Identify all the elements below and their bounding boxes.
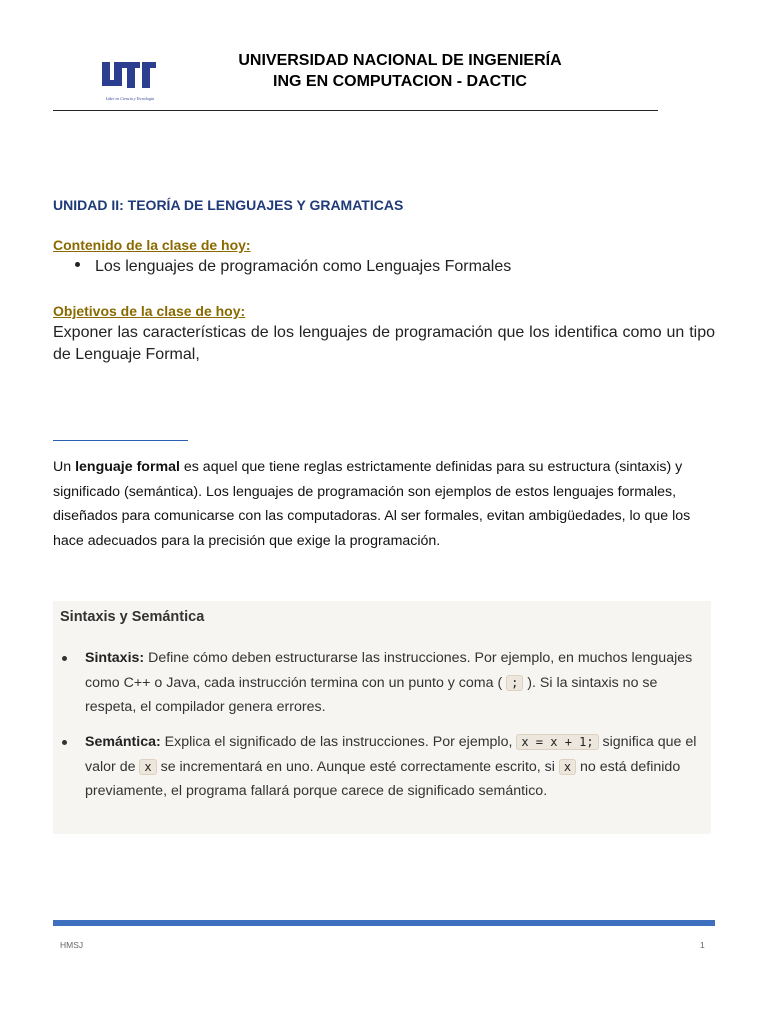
- sintaxis-label: Sintaxis:: [85, 650, 145, 666]
- header-title-line1: UNIVERSIDAD NACIONAL DE INGENIERÍA: [238, 52, 562, 69]
- list-item-semantica: [60, 730, 710, 804]
- sintaxis-text1: Define cómo deben estructurarse las instrucciones. Por ejemplo, en muchos lenguajes como C++ o Java, cada instrucción termina con un punto y coma (: [85, 650, 693, 691]
- objectives-text: Exponer las características de los lenguajes de programación que los identifica como un tipo de Lenguaje Formal,: [53, 324, 715, 363]
- content-heading: Contenido de la clase de hoy:: [53, 237, 251, 253]
- uni-logo-icon: [100, 58, 158, 98]
- content-bullet: [75, 258, 511, 276]
- bullet-icon: [75, 262, 80, 267]
- intro-paragraph: [53, 455, 715, 553]
- content-bullet-text: Los lenguajes de programación como Lenguajes Formales: [95, 258, 512, 275]
- objectives-heading: Objetivos de la clase de hoy:: [53, 303, 246, 319]
- logo-tagline: Líder en Ciencia y Tecnología: [105, 96, 155, 101]
- header-title-line2: ING EN COMPUTACION - DACTIC: [273, 73, 527, 90]
- semantica-text1: Explica el significado de las instrucciones. Por ejemplo,: [160, 734, 517, 750]
- unit-title: UNIDAD II: TEORÍA DE LENGUAJES Y GRAMATICAS: [53, 197, 404, 213]
- semantica-label: Semántica:: [85, 734, 161, 750]
- list-item-sintaxis: [60, 646, 710, 720]
- page-number: 1: [700, 940, 705, 950]
- semantica-text4: no está definido previamente, el programa fallará porque carece de significado semántico.: [85, 758, 681, 800]
- bullet-icon: [62, 656, 67, 661]
- footer-initials: HMSJ: [60, 940, 84, 950]
- variable-x-code: x: [139, 759, 156, 775]
- header-divider: [53, 110, 658, 111]
- page-header-title: [190, 50, 610, 92]
- footer-bar: [53, 920, 715, 926]
- intro-bold-term: lenguaje formal: [75, 459, 180, 475]
- box-title: Sintaxis y Semántica: [60, 609, 205, 625]
- semantica-text3: se incrementará en uno. Aunque esté correctamente escrito, si: [156, 758, 559, 775]
- semicolon-code: ;: [506, 675, 523, 691]
- increment-code: x = x + 1;: [516, 734, 598, 750]
- sintaxis-text2: ). Si la sintaxis no se respeta, el compilador genera errores.: [85, 674, 658, 716]
- intro-rest: es aquel que tiene reglas estrictamente definidas para su estructura (sintaxis) y significado (semántica). Los lenguajes de programación son ejemplos de estos lenguajes formales, diseñados para comunicarse con las computadoras. Al ser formales, evitan ambigüedades, lo que los hace adecuados para la precisión que exige la programación.: [53, 459, 691, 549]
- university-logo: [100, 58, 158, 102]
- bullet-icon: [62, 740, 67, 745]
- intro-prefix: Un: [53, 459, 76, 475]
- variable-x-code-2: x: [559, 759, 576, 775]
- semantica-text2: significa que el valor de: [85, 734, 697, 775]
- footnote-divider: [53, 440, 188, 441]
